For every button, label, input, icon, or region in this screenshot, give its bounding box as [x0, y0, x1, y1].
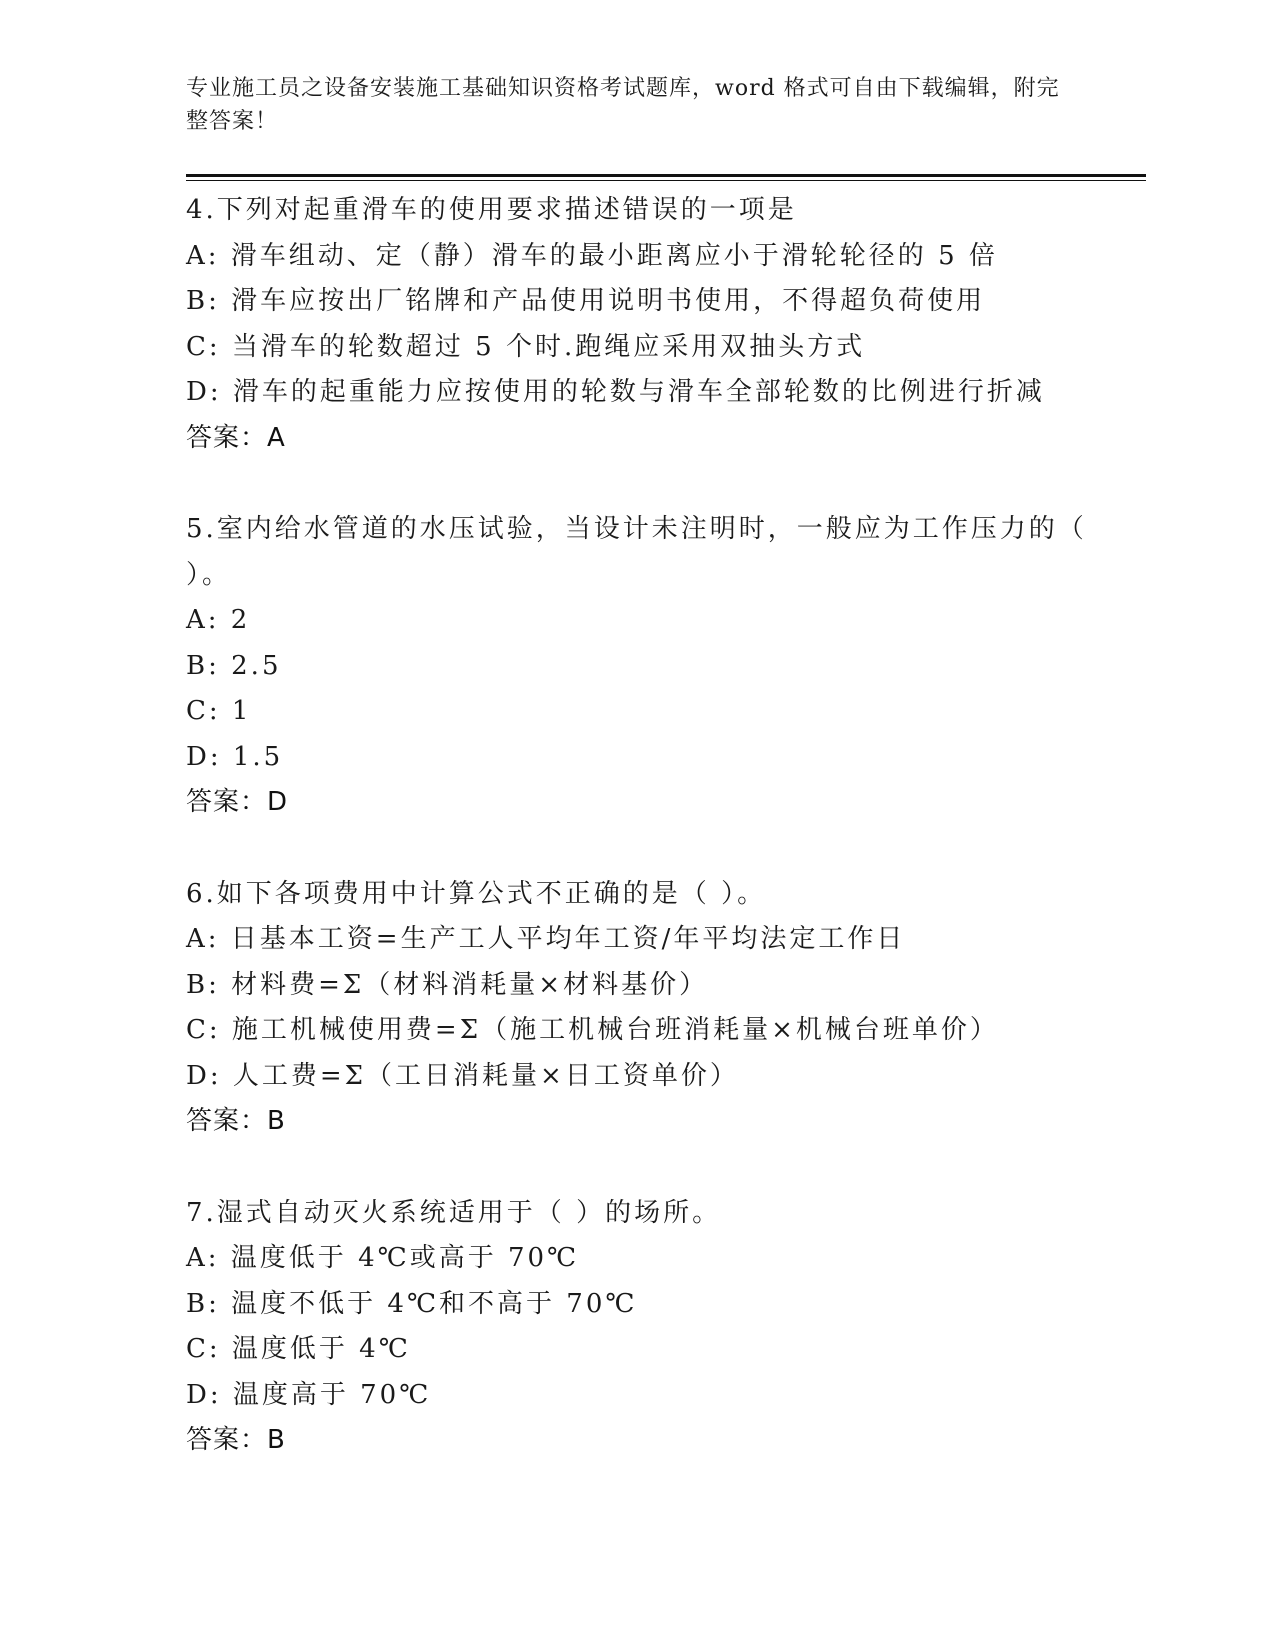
answer-label: 答案：B [186, 1425, 286, 1455]
option-d: D: 温度高于 70℃ [186, 1379, 432, 1410]
question-stem: 5.室内给水管道的水压试验，当设计未注明时，一般应为工作压力的（ ）。 [186, 514, 1087, 590]
option-c: C: 1 [186, 696, 252, 726]
question-list [186, 188, 1106, 1510]
document-header: 专业施工员之设备安装施工基础知识资格考试题库，word 格式可自由下载编辑，附完整答案！ [186, 76, 1060, 134]
question-stem: 6.如下各项费用中计算公式不正确的是（ ）。 [186, 878, 767, 909]
answer-label: 答案：B [186, 1106, 286, 1136]
question-6 [186, 872, 1106, 1145]
option-a: A: 日基本工资=生产工人平均年工资/年平均法定工作日 [186, 924, 906, 954]
question-stem: 7.湿式自动灭火系统适用于（ ）的场所。 [186, 1197, 722, 1228]
option-d: D: 滑车的起重能力应按使用的轮数与滑车全部轮数的比例进行折减 [186, 377, 1045, 407]
option-a: A: 温度低于 4℃或高于 70℃ [186, 1243, 580, 1273]
question-stem: 4.下列对起重滑车的使用要求描述错误的一项是 [186, 195, 797, 225]
option-d: D: 1.5 [186, 741, 284, 772]
option-c: C: 温度低于 4℃ [186, 1334, 411, 1364]
answer-label: 答案：A [186, 422, 286, 453]
option-b: B: 滑车应按出厂铭牌和产品使用说明书使用，不得超负荷使用 [186, 286, 986, 316]
option-c: C: 当滑车的轮数超过 5 个时.跑绳应采用双抽头方式 [186, 331, 866, 362]
option-c: C: 施工机械使用费=Σ（施工机械台班消耗量×机械台班单价） [186, 1015, 999, 1045]
header-divider-thin [186, 180, 1146, 181]
header-divider-thick [186, 174, 1146, 177]
question-4 [186, 188, 1106, 461]
option-d: D: 人工费=Σ（工日消耗量×日工资单价） [186, 1060, 739, 1091]
option-b: B: 温度不低于 4℃和不高于 70℃ [186, 1288, 638, 1319]
option-a: A: 2 [186, 605, 251, 635]
question-7 [186, 1191, 1106, 1464]
answer-label: 答案：D [186, 787, 289, 817]
option-b: B: 材料费=Σ（材料消耗量×材料基价） [186, 969, 709, 1000]
option-a: A: 滑车组动、定（静）滑车的最小距离应小于滑轮轮径的 5 倍 [186, 240, 998, 271]
option-b: B: 2.5 [186, 650, 282, 681]
question-5 [186, 507, 1106, 826]
